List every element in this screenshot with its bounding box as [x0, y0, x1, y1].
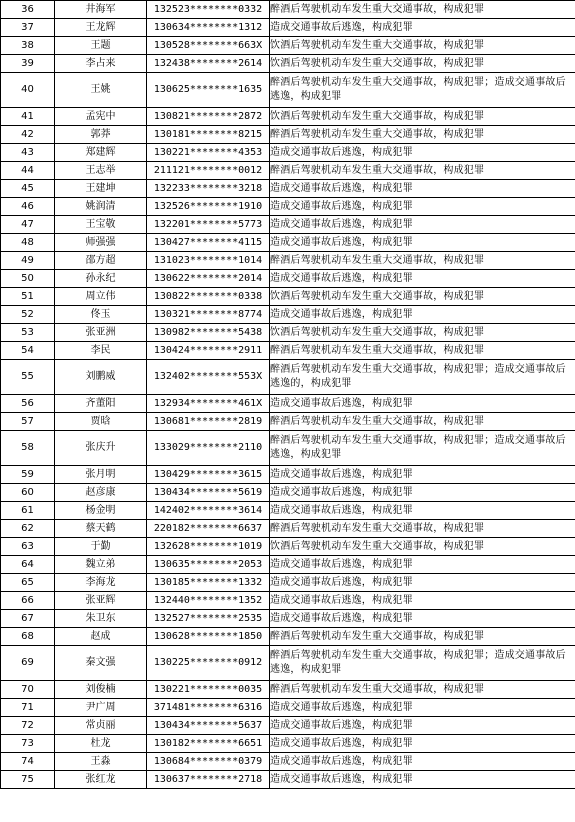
person-name: 李民	[55, 342, 147, 360]
row-number: 67	[1, 610, 55, 628]
person-name: 师强强	[55, 234, 147, 252]
offense-description: 醉酒后驾驶机动车发生重大交通事故，构成犯罪	[270, 342, 575, 360]
offense-description: 饮酒后驾驶机动车发生重大交通事故，构成犯罪	[270, 108, 575, 126]
person-name: 刘鹏威	[55, 360, 147, 395]
row-number: 39	[1, 55, 55, 73]
id-number: 133029********2110	[147, 431, 270, 466]
person-name: 赵成	[55, 628, 147, 646]
row-number: 45	[1, 180, 55, 198]
offense-description: 醉酒后驾驶机动车发生重大交通事故，构成犯罪	[270, 413, 575, 431]
person-name: 王宝敬	[55, 216, 147, 234]
id-number: 131023********1014	[147, 252, 270, 270]
row-number: 66	[1, 592, 55, 610]
row-number: 75	[1, 771, 55, 789]
row-number: 73	[1, 735, 55, 753]
id-number: 130424********2911	[147, 342, 270, 360]
id-number: 130182********6651	[147, 735, 270, 753]
table-row	[1, 144, 575, 162]
person-name: 赵彦康	[55, 484, 147, 502]
person-name: 王题	[55, 37, 147, 55]
row-number: 40	[1, 73, 55, 108]
person-name: 孟宪中	[55, 108, 147, 126]
table-row	[1, 735, 575, 753]
person-name: 井海军	[55, 1, 147, 19]
person-name: 张红龙	[55, 771, 147, 789]
table-row	[1, 520, 575, 538]
id-number: 130822********0338	[147, 288, 270, 306]
table-row	[1, 717, 575, 735]
person-name: 李海龙	[55, 574, 147, 592]
id-number: 130434********5619	[147, 484, 270, 502]
id-number: 132527********2535	[147, 610, 270, 628]
person-name: 张月明	[55, 466, 147, 484]
table-row	[1, 126, 575, 144]
table-row	[1, 19, 575, 37]
row-number: 59	[1, 466, 55, 484]
table-row	[1, 413, 575, 431]
table-row	[1, 538, 575, 556]
person-name: 尹广周	[55, 699, 147, 717]
id-number: 130221********0035	[147, 681, 270, 699]
offense-description: 造成交通事故后逃逸，构成犯罪	[270, 574, 575, 592]
person-name: 王志举	[55, 162, 147, 180]
row-number: 49	[1, 252, 55, 270]
table-row	[1, 753, 575, 771]
table-row	[1, 288, 575, 306]
row-number: 62	[1, 520, 55, 538]
person-name: 秦文强	[55, 646, 147, 681]
table-row	[1, 628, 575, 646]
person-name: 郑建辉	[55, 144, 147, 162]
person-name: 孙永纪	[55, 270, 147, 288]
row-number: 56	[1, 395, 55, 413]
person-name: 王龙辉	[55, 19, 147, 37]
table-row	[1, 198, 575, 216]
offense-description: 醉酒后驾驶机动车发生重大交通事故，构成犯罪	[270, 1, 575, 19]
offense-description: 醉酒后驾驶机动车发生重大交通事故，构成犯罪；造成交通事故后逃逸，构成犯罪	[270, 73, 575, 108]
table-row	[1, 466, 575, 484]
row-number: 38	[1, 37, 55, 55]
offense-description: 醉酒后驾驶机动车发生重大交通事故，构成犯罪	[270, 628, 575, 646]
row-number: 71	[1, 699, 55, 717]
table-row	[1, 360, 575, 395]
table-row	[1, 252, 575, 270]
offense-description: 造成交通事故后逃逸，构成犯罪	[270, 216, 575, 234]
offense-description: 醉酒后驾驶机动车发生重大交通事故，构成犯罪；造成交通事故后逃逸，构成犯罪	[270, 646, 575, 681]
id-number: 132440********1352	[147, 592, 270, 610]
id-number: 130181********8215	[147, 126, 270, 144]
id-number: 130821********2872	[147, 108, 270, 126]
id-number: 132233********3218	[147, 180, 270, 198]
person-name: 王姚	[55, 73, 147, 108]
offense-description: 造成交通事故后逃逸，构成犯罪	[270, 466, 575, 484]
person-name: 贾晗	[55, 413, 147, 431]
row-number: 55	[1, 360, 55, 395]
table-row	[1, 306, 575, 324]
offense-description: 饮酒后驾驶机动车发生重大交通事故，构成犯罪	[270, 324, 575, 342]
id-number: 130185********1332	[147, 574, 270, 592]
table-row	[1, 771, 575, 789]
table-row	[1, 234, 575, 252]
person-name: 蔡天鹤	[55, 520, 147, 538]
row-number: 70	[1, 681, 55, 699]
table-row	[1, 270, 575, 288]
row-number: 60	[1, 484, 55, 502]
id-number: 371481********6316	[147, 699, 270, 717]
table-row	[1, 395, 575, 413]
row-number: 57	[1, 413, 55, 431]
person-name: 常贞丽	[55, 717, 147, 735]
row-number: 51	[1, 288, 55, 306]
row-number: 74	[1, 753, 55, 771]
person-name: 张亚辉	[55, 592, 147, 610]
row-number: 69	[1, 646, 55, 681]
row-number: 64	[1, 556, 55, 574]
offense-description: 醉酒后驾驶机动车发生重大交通事故，构成犯罪；造成交通事故后逃逸，构成犯罪	[270, 431, 575, 466]
offense-description: 造成交通事故后逃逸，构成犯罪	[270, 234, 575, 252]
offense-description: 造成交通事故后逃逸，构成犯罪	[270, 306, 575, 324]
table-row	[1, 1, 575, 19]
id-number: 130528********663X	[147, 37, 270, 55]
table-row	[1, 73, 575, 108]
id-number: 132934********461X	[147, 395, 270, 413]
offense-description: 饮酒后驾驶机动车发生重大交通事故，构成犯罪	[270, 538, 575, 556]
person-name: 朱卫东	[55, 610, 147, 628]
offense-description: 造成交通事故后逃逸，构成犯罪	[270, 144, 575, 162]
id-number: 130429********3615	[147, 466, 270, 484]
table-row	[1, 502, 575, 520]
person-name: 李占来	[55, 55, 147, 73]
id-number: 130427********4115	[147, 234, 270, 252]
table-row	[1, 484, 575, 502]
person-name: 杜龙	[55, 735, 147, 753]
id-number: 130982********5438	[147, 324, 270, 342]
id-number: 130684********0379	[147, 753, 270, 771]
records-body	[1, 1, 575, 789]
offense-description: 醉酒后驾驶机动车发生重大交通事故，构成犯罪	[270, 520, 575, 538]
id-number: 130634********1312	[147, 19, 270, 37]
offense-description: 饮酒后驾驶机动车发生重大交通事故，构成犯罪	[270, 37, 575, 55]
id-number: 132201********5773	[147, 216, 270, 234]
id-number: 132438********2614	[147, 55, 270, 73]
row-number: 47	[1, 216, 55, 234]
person-name: 郭莽	[55, 126, 147, 144]
offense-description: 饮酒后驾驶机动车发生重大交通事故，构成犯罪	[270, 288, 575, 306]
id-number: 130225********0912	[147, 646, 270, 681]
row-number: 68	[1, 628, 55, 646]
row-number: 41	[1, 108, 55, 126]
row-number: 54	[1, 342, 55, 360]
id-number: 132523********0332	[147, 1, 270, 19]
id-number: 132402********553X	[147, 360, 270, 395]
person-name: 王淼	[55, 753, 147, 771]
person-name: 邵方超	[55, 252, 147, 270]
id-number: 130321********8774	[147, 306, 270, 324]
id-number: 130635********2053	[147, 556, 270, 574]
person-name: 佟玉	[55, 306, 147, 324]
offense-description: 造成交通事故后逃逸，构成犯罪	[270, 270, 575, 288]
row-number: 65	[1, 574, 55, 592]
offense-description: 造成交通事故后逃逸，构成犯罪	[270, 484, 575, 502]
table-row	[1, 699, 575, 717]
offense-description: 造成交通事故后逃逸，构成犯罪	[270, 735, 575, 753]
offense-description: 造成交通事故后逃逸，构成犯罪	[270, 19, 575, 37]
person-name: 齐董阳	[55, 395, 147, 413]
id-number: 130637********2718	[147, 771, 270, 789]
row-number: 44	[1, 162, 55, 180]
table-row	[1, 37, 575, 55]
table-row	[1, 108, 575, 126]
offense-description: 造成交通事故后逃逸，构成犯罪	[270, 699, 575, 717]
offense-description: 造成交通事故后逃逸，构成犯罪	[270, 198, 575, 216]
row-number: 53	[1, 324, 55, 342]
offense-description: 造成交通事故后逃逸，构成犯罪	[270, 556, 575, 574]
offense-description: 醉酒后驾驶机动车发生重大交通事故，构成犯罪	[270, 162, 575, 180]
table-row	[1, 574, 575, 592]
row-number: 43	[1, 144, 55, 162]
id-number: 220182********6637	[147, 520, 270, 538]
id-number: 211121********0012	[147, 162, 270, 180]
table-row	[1, 324, 575, 342]
table-row	[1, 431, 575, 466]
row-number: 58	[1, 431, 55, 466]
offense-description: 造成交通事故后逃逸，构成犯罪	[270, 717, 575, 735]
table-row	[1, 592, 575, 610]
id-number: 142402********3614	[147, 502, 270, 520]
table-row	[1, 216, 575, 234]
offense-description: 醉酒后驾驶机动车发生重大交通事故，构成犯罪；造成交通事故后逃逸的，构成犯罪	[270, 360, 575, 395]
person-name: 王建坤	[55, 180, 147, 198]
row-number: 46	[1, 198, 55, 216]
table-row	[1, 681, 575, 699]
row-number: 50	[1, 270, 55, 288]
person-name: 张亚洲	[55, 324, 147, 342]
row-number: 72	[1, 717, 55, 735]
offense-description: 造成交通事故后逃逸，构成犯罪	[270, 753, 575, 771]
person-name: 周立伟	[55, 288, 147, 306]
person-name: 刘俊楠	[55, 681, 147, 699]
row-number: 52	[1, 306, 55, 324]
table-row	[1, 610, 575, 628]
id-number: 130681********2819	[147, 413, 270, 431]
offense-description: 造成交通事故后逃逸，构成犯罪	[270, 771, 575, 789]
row-number: 48	[1, 234, 55, 252]
row-number: 63	[1, 538, 55, 556]
row-number: 37	[1, 19, 55, 37]
person-name: 杨金明	[55, 502, 147, 520]
table-row	[1, 646, 575, 681]
id-number: 130622********2014	[147, 270, 270, 288]
offense-description: 饮酒后驾驶机动车发生重大交通事故，构成犯罪	[270, 55, 575, 73]
row-number: 36	[1, 1, 55, 19]
id-number: 130434********5637	[147, 717, 270, 735]
person-name: 姚润清	[55, 198, 147, 216]
offense-description: 醉酒后驾驶机动车发生重大交通事故，构成犯罪	[270, 681, 575, 699]
offense-description: 醉酒后驾驶机动车发生重大交通事故，构成犯罪	[270, 252, 575, 270]
offense-description: 造成交通事故后逃逸，构成犯罪	[270, 610, 575, 628]
offense-description: 造成交通事故后逃逸，构成犯罪	[270, 180, 575, 198]
id-number: 130221********4353	[147, 144, 270, 162]
id-number: 130625********1635	[147, 73, 270, 108]
offense-description: 醉酒后驾驶机动车发生重大交通事故，构成犯罪	[270, 126, 575, 144]
table-row	[1, 55, 575, 73]
id-number: 130628********1850	[147, 628, 270, 646]
person-name: 于勤	[55, 538, 147, 556]
offense-description: 造成交通事故后逃逸，构成犯罪	[270, 592, 575, 610]
offense-description: 造成交通事故后逃逸，构成犯罪	[270, 502, 575, 520]
person-name: 魏立弟	[55, 556, 147, 574]
row-number: 61	[1, 502, 55, 520]
row-number: 42	[1, 126, 55, 144]
table-row	[1, 180, 575, 198]
id-number: 132526********1910	[147, 198, 270, 216]
table-row	[1, 342, 575, 360]
table-row	[1, 556, 575, 574]
person-name: 张庆升	[55, 431, 147, 466]
id-number: 132628********1019	[147, 538, 270, 556]
table-row	[1, 162, 575, 180]
offense-description: 造成交通事故后逃逸，构成犯罪	[270, 395, 575, 413]
